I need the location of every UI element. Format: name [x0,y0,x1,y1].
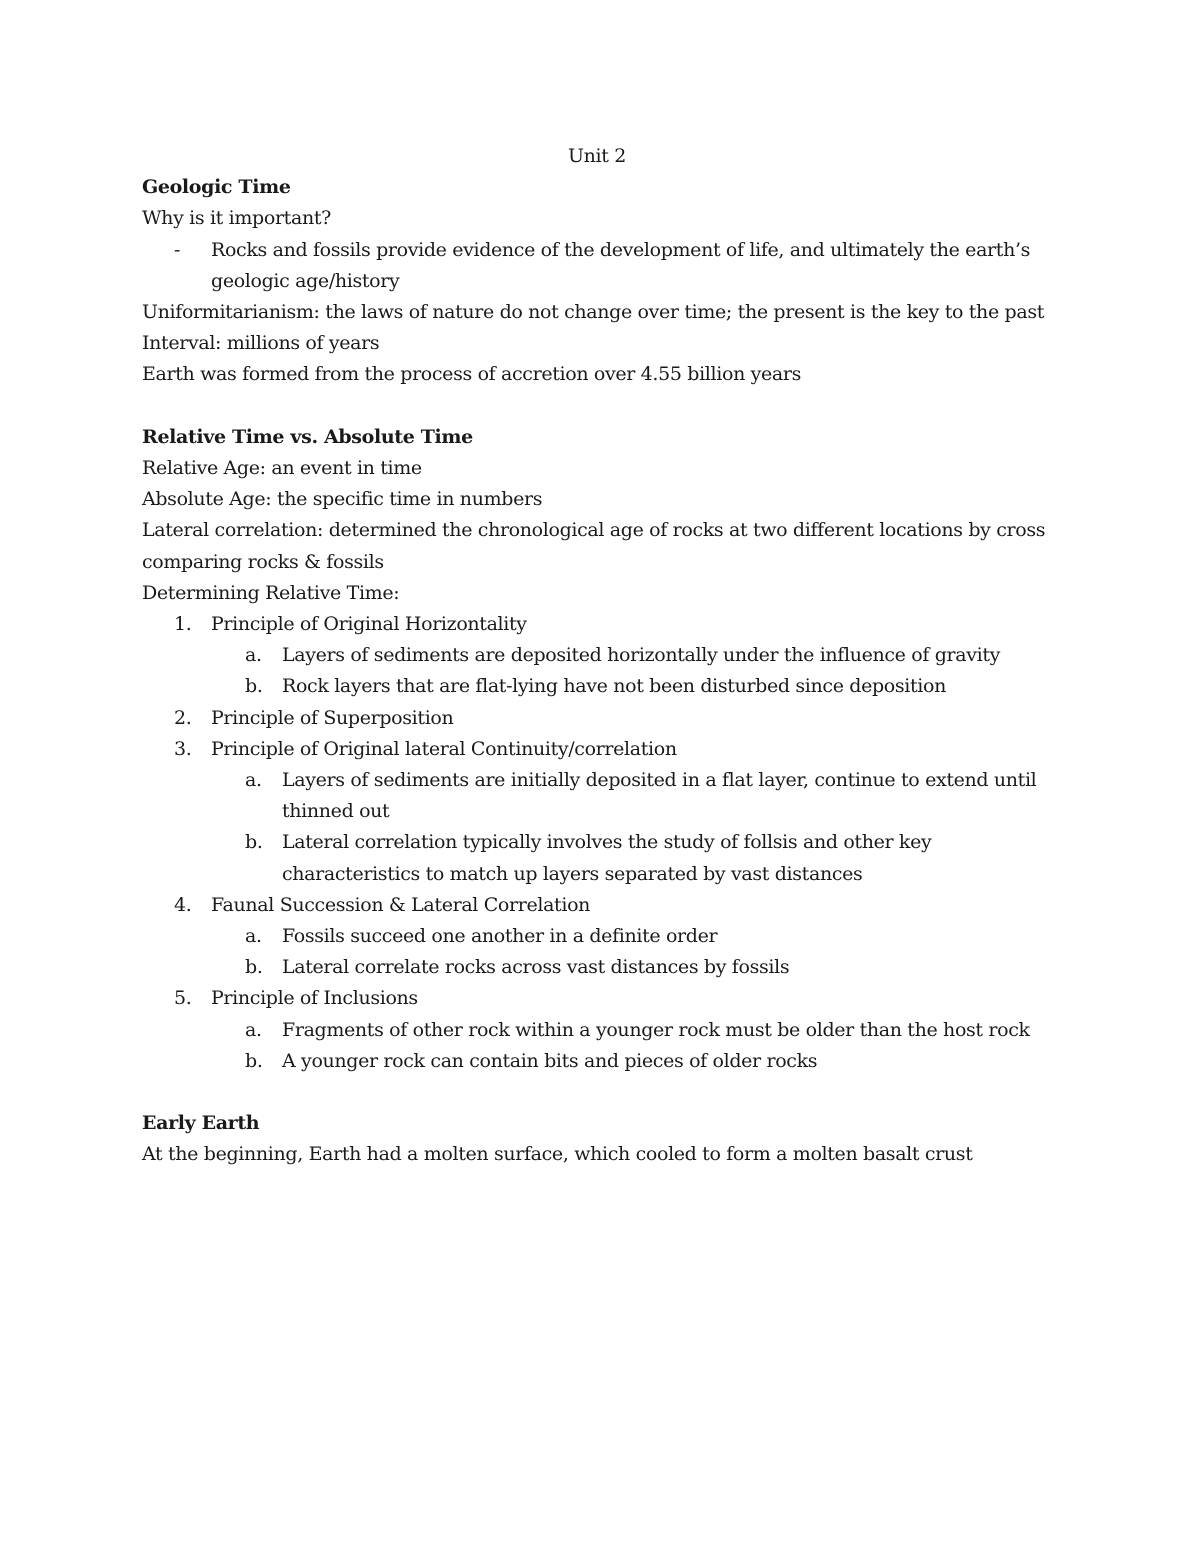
blank-line [142,391,1072,422]
numbered-list-item [142,983,1072,1014]
sub-item-text: Fragments of other rock within a younger rock must be older than the host rock [282,1018,1030,1041]
sub-list-item [142,640,1072,671]
text-line: Determining Relative Time: [142,581,400,604]
list-letter: b. [245,1049,263,1072]
sub-item-text: Layers of sediments are initially deposited in a flat layer, continue to extend until thinned out [282,769,1037,823]
text-line: Relative Age: an event in time [142,457,422,480]
principle-text: Principle of Superposition [211,706,454,729]
sub-list-item [142,765,1072,827]
dash-list-item [142,235,1072,297]
principle-text: Principle of Original Horizontality [211,613,527,636]
numbered-list-item [142,890,1072,921]
section-heading-geologic-time: Geologic Time [142,176,291,199]
principle-text: Principle of Inclusions [211,987,418,1010]
list-number: 3. [174,737,192,760]
list-letter: b. [245,956,263,979]
text-line: Uniformitarianism: the laws of nature do not change over time; the present is the key to the past [142,301,1045,324]
section-heading-early-earth: Early Earth [142,1112,260,1135]
text-line: Earth was formed from the process of accretion over 4.55 billion years [142,363,802,386]
numbered-list-item [142,703,1072,734]
sub-list-item [142,1046,1072,1077]
blank-line [142,1077,1072,1108]
principle-text: Principle of Original lateral Continuity/correlation [211,737,677,760]
text-line: Lateral correlation: determined the chronological age of rocks at two different locations by cross comparing rocks & fossils [142,519,1046,573]
list-letter: a. [245,769,262,792]
sub-item-text: Lateral correlate rocks across vast distances by fossils [282,956,790,979]
sub-item-text: Fossils succeed one another in a definite order [282,925,718,948]
sub-list-item [142,952,1072,983]
dash-item-text: Rocks and fossils provide evidence of the development of life, and ultimately the earth’s geologic age/history [211,238,1031,292]
list-letter: b. [245,675,263,698]
sub-item-text: Layers of sediments are deposited horizontally under the influence of gravity [282,644,1001,667]
text-line: Absolute Age: the specific time in numbers [142,488,543,511]
sub-list-item [142,827,1072,889]
text-line: At the beginning, Earth had a molten surface, which cooled to form a molten basalt crust [142,1143,973,1166]
sub-list-item [142,921,1072,952]
sub-item-text: A younger rock can contain bits and pieces of older rocks [282,1049,818,1072]
list-letter: a. [245,925,262,948]
sub-list-item [142,1015,1072,1046]
page-title: Unit 2 [568,145,626,167]
sub-list-item [142,671,1072,702]
list-letter: b. [245,831,263,854]
principle-text: Faunal Succession & Lateral Correlation [211,893,591,916]
numbered-list-item [142,609,1072,640]
sub-item-text: Lateral correlation typically involves the study of follsis and other key characteristics to match up layers separated by vast distances [282,831,932,885]
list-number: 1. [174,613,192,636]
text-line: Interval: millions of years [142,332,380,355]
numbered-list-item [142,734,1072,765]
dash-marker: - [174,238,181,261]
list-number: 4. [174,893,192,916]
section-heading-relative-absolute: Relative Time vs. Absolute Time [142,425,473,448]
document-body [142,141,1072,1171]
list-letter: a. [245,1018,262,1041]
list-number: 2. [174,706,192,729]
list-letter: a. [245,644,262,667]
sub-item-text: Rock layers that are flat-lying have not been disturbed since deposition [282,675,947,698]
list-number: 5. [174,987,192,1010]
intro-question: Why is it important? [142,207,331,230]
